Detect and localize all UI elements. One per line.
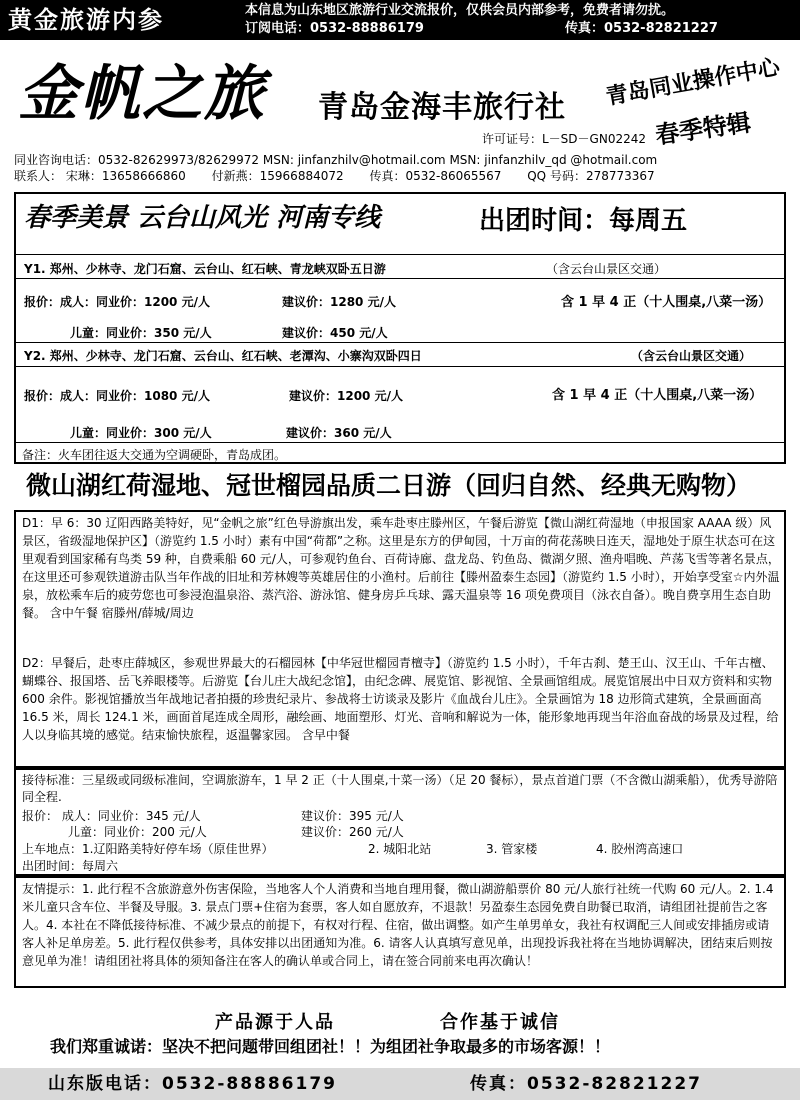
agency-name: 青岛金海丰旅行社 xyxy=(318,90,566,125)
henan-departure: 出团时间：每周五 xyxy=(479,206,688,236)
contact-person-fu: 付新燕：15966884072 xyxy=(211,169,344,183)
top-banner xyxy=(0,0,800,40)
divider xyxy=(16,278,784,279)
contact-person-song: 联系人： 宋琳：13658666860 xyxy=(14,169,186,183)
service-standard: 接待标准：三星级或同级标准间，空调旅游车，1 早 2 正（十人围桌,十菜一汤）（足 20 餐标），景点首道门票（不含微山湖乘船），优秀导游陪同全程. xyxy=(22,773,778,804)
y1-route: Y1. 郑州、少林寺、龙门石窟、云台山、红石峡、青龙峡双卧五日游 xyxy=(24,262,386,276)
y1-child-suggest: 建议价：450 元/人 xyxy=(282,326,388,340)
day1-itinerary: D1：早 6：30 辽阳西路美特好，见“金帆之旅”红色导游旗出发，乘车赴枣庄滕州区，午餐后游览【微山湖红荷湿地（申报国家 AAAA 级）风景区，省级湿地保护区】（游览约 1.5 小时）素有中国“荷都”之称。这里是东方的伊甸园，十万亩的荷花荡映日连天，湿地处于原生状态可在这里观看到国家稀有鸟类 59 种，自费乘船 60 元/人，可参观钓鱼台、百荷诗廊、盘龙岛、钓鱼岛、微湖夕照、渔舟唱晚、芦荡飞雪等著名景点，在这里还可参观铁道游击队当年作战的旧址和芳林嫂等英雄居住的小渔村。后前往【滕州盈泰生态园】（游览约 1.5 小时），开始享受室☆内外温泉，放松乘车后的疲劳您也可参浸泡温泉浴、蒸汽浴、游泳馆、健身房乒乓球、露天温泉等 16 项免费项目（泳衣自备）。晚自费享用生态自助餐。 含中午餐 宿滕州/薛城/周边 xyxy=(22,516,780,620)
weishan-adult-price: 报价： 成人：同业价：345 元/人 xyxy=(22,809,201,823)
y2-child-price: 儿童：同业价：300 元/人 xyxy=(70,426,212,440)
y1-meals: 含 1 早 4 正（十人围桌,八菜一汤） xyxy=(561,295,772,310)
pickup-location-2: 2. 城阳北站 xyxy=(368,842,432,856)
slogan-left: 产品源于人品 xyxy=(215,1012,335,1033)
footer-bar xyxy=(0,1068,800,1100)
promise-statement: 我们郑重诚诺：坚决不把问题带回组团社！！为组团社争取最多的市场客源！！ xyxy=(50,1037,611,1056)
y2-meals: 含 1 早 4 正（十人围桌,八菜一汤） xyxy=(552,388,763,403)
y2-adult-suggest: 建议价：1200 元/人 xyxy=(289,389,403,403)
pickup-location-1: 上车地点：1.辽阳路美特好停车场（原佳世界） xyxy=(22,842,274,856)
y2-note: （含云台山景区交通） xyxy=(631,349,752,363)
contact-fax: 传真：0532-86065567 xyxy=(369,169,502,183)
contact-qq: QQ 号码：278773367 xyxy=(527,169,655,183)
y1-child-price: 儿童：同业价：350 元/人 xyxy=(70,326,212,340)
license-number: 许可证号：L－SD－GN02242 xyxy=(482,132,646,146)
spring-special-label: 春季特辑 xyxy=(653,108,753,150)
agency-header xyxy=(0,40,800,152)
divider xyxy=(16,254,784,255)
pickup-location-3: 3. 管家楼 xyxy=(486,842,538,856)
weishan-departure: 出团时间：每周六 xyxy=(22,859,119,873)
divider xyxy=(16,442,784,443)
day2-itinerary: D2：早餐后，赴枣庄薛城区，参观世界最大的石榴园林【中华冠世榴园青檀寺】（游览约 1.5 小时），千年古刹、楚王山、汉王山、千年古檀、蝴蝶谷、报国塔、岳飞养眼楼等。后游览【台儿庄大战纪念馆】，由纪念碑、展览馆、影视馆、全景画馆组成。展览馆展出中日双方资料和实物 600 余件。影视馆播放当年战地记者拍摄的珍贵纪录片、参战将士访谈录及影片《血战台儿庄》。全景画馆为 18 边形筒式建筑，全景画面高 16.5 米，周长 124.1 米，画面首尾连成全周形，融绘画、地面塑形、灯光、音响和解说为一体，能形象地再现当年浴血奋战的场景及过程，给人以身临其境的感觉。结束愉快旅程，返温馨家园。 含早中餐 xyxy=(22,656,779,742)
y1-adult-price: 报价：成人：同业价：1200 元/人 xyxy=(24,295,210,309)
consult-contact-line: 同业咨询电话：0532-82629973/82629972 MSN: jinfanzhilv@hotmail.com MSN: jinfanzhilv_qd @hotmail.com xyxy=(14,153,658,167)
weishan-adult-suggest: 建议价：395 元/人 xyxy=(301,809,404,823)
member-notice: 本信息为山东地区旅游行业交流报价，仅供会员内部参考，免费者请勿扰。 xyxy=(245,3,675,18)
y1-adult-suggest: 建议价：1280 元/人 xyxy=(282,295,396,309)
friendly-tips xyxy=(14,876,786,988)
contact-persons-line xyxy=(14,168,677,184)
weishan-child-suggest: 建议价：260 元/人 xyxy=(301,825,404,839)
subscribe-phone: 订阅电话：0532-88886179 xyxy=(245,21,424,36)
weishan-terms xyxy=(14,768,786,876)
y2-route: Y2. 郑州、少林寺、龙门石窟、云台山、红石峡、老潭沟、小寨沟双卧四日 xyxy=(24,349,422,363)
divider xyxy=(16,342,784,343)
tips-text: 友情提示：1. 此行程不含旅游意外伤害保险，当地客人个人消费和当地自理用餐，微山湖游船票价 80 元/人旅行社统一代购 60 元/人。2. 1.4 米儿童只含车位、半餐及导服。3. 景点门票+住宿为套票，客人如自愿放弃，不退款！另盈泰生态园免费自助餐已取消，请组团社提前告之客人。4. 本社在不降低接待标准、不减少景点的前提下，有权对行程、住宿，做出调整。如产生单男单女，我社有权调配三人间或安排插房或请客人补足单房差。5. 此行程仅供参考，具体安排以出团通知为准。6. 请客人认真填写意见单，出现投诉我社将在当地协调解决，团结束后则按意见单为准！请组团社将具体的须知备注在客人的确认单或合同上，请在签合同前来电再次确认！ xyxy=(22,882,774,968)
operation-center-label: 青岛同业操作中心 xyxy=(604,54,782,111)
henan-remark: 备注：火车团往返大交通为空调硬卧，青岛成团。 xyxy=(22,448,287,462)
subscribe-fax: 传真：0532-82821227 xyxy=(565,21,718,36)
jinfan-logo: 金帆之旅 xyxy=(18,59,266,129)
pickup-location-4: 4. 胶州湾高速口 xyxy=(596,842,684,856)
y2-child-suggest: 建议价：360 元/人 xyxy=(286,426,392,440)
henan-tour-section xyxy=(14,192,786,464)
weishan-child-price: 儿童：同业价：200 元/人 xyxy=(68,825,207,839)
henan-section-title: 春季美景 云台山风光 河南专线 xyxy=(24,203,381,233)
footer-fax: 传真：0532-82821227 xyxy=(470,1074,702,1094)
y1-note: （含云台山景区交通） xyxy=(546,262,667,276)
y2-adult-price: 报价：成人：同业价：1080 元/人 xyxy=(24,389,210,403)
divider xyxy=(16,366,784,367)
slogan-right: 合作基于诚信 xyxy=(440,1012,560,1033)
weishan-itinerary xyxy=(14,510,786,768)
brand-title: 黄金旅游内参 xyxy=(8,6,164,34)
footer-phone: 山东版电话：0532-88886179 xyxy=(48,1074,337,1094)
weishan-tour-title: 微山湖红荷湿地、冠世榴园品质二日游（回归自然、经典无购物） xyxy=(26,471,752,500)
